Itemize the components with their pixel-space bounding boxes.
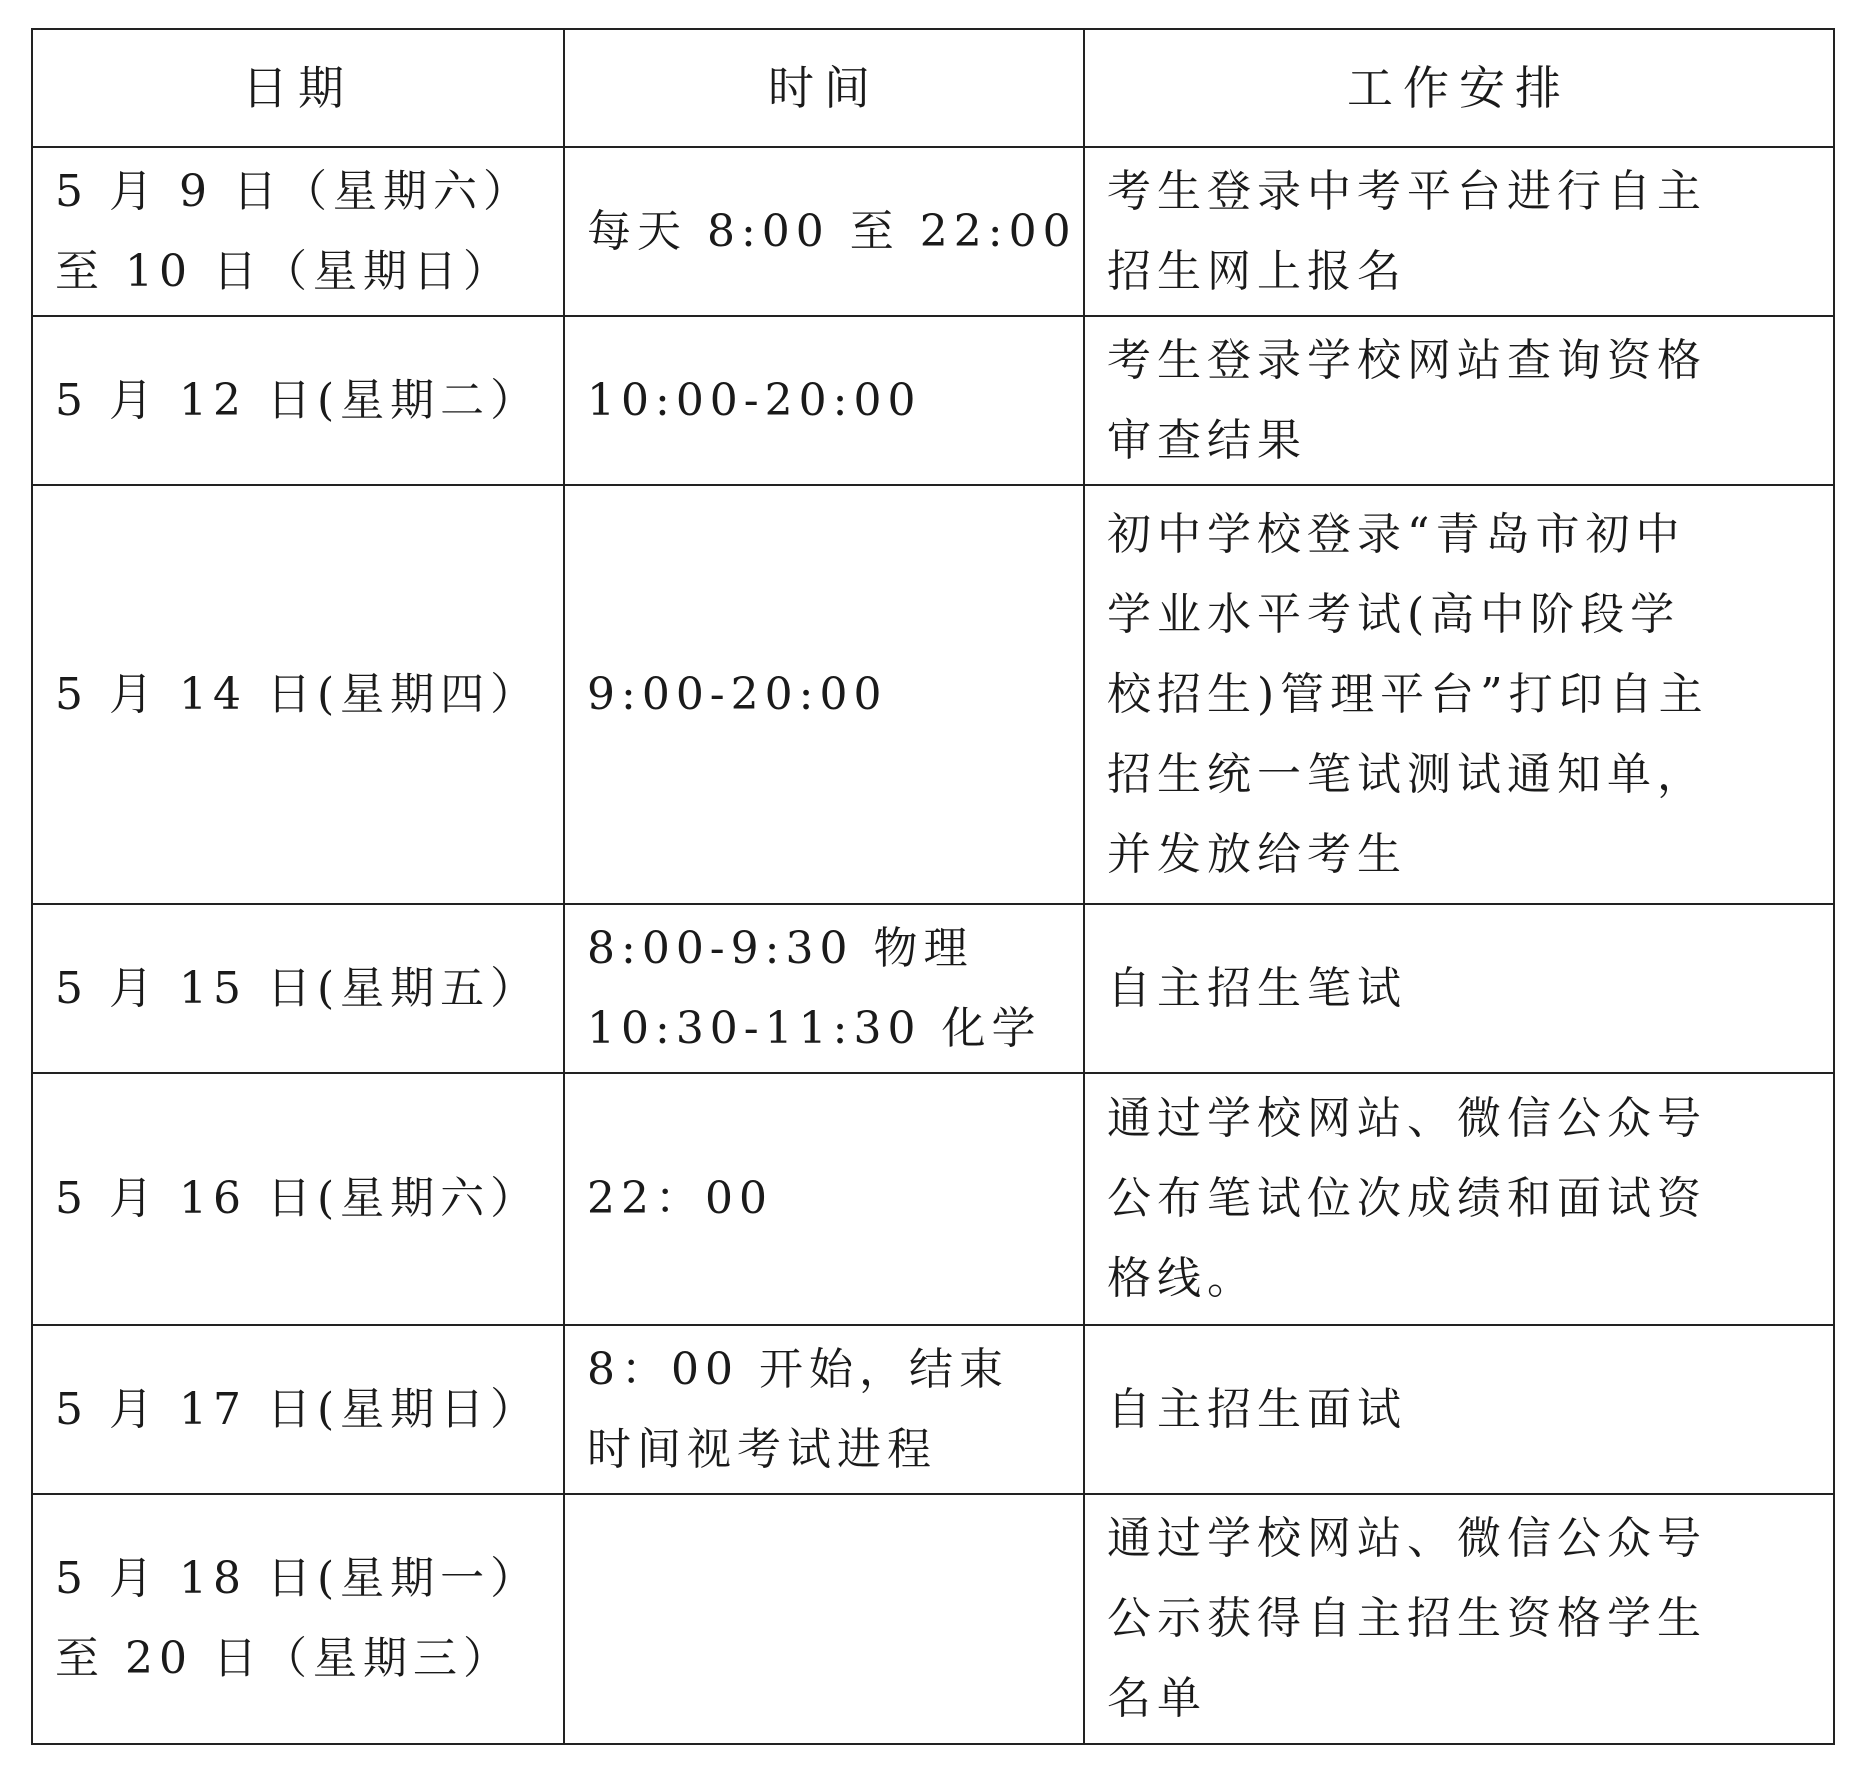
date-cell: [32, 485, 564, 904]
table-header-row: [32, 29, 1834, 147]
header-date: 日期: [32, 29, 564, 147]
time-cell: [564, 904, 1084, 1073]
date-line: 至 20 日（星期三）: [55, 1633, 513, 1684]
work-line: 考生登录中考平台进行自主: [1107, 165, 1707, 217]
time-line: 时间视考试进程: [587, 1423, 937, 1475]
time-cell: [564, 1073, 1084, 1325]
time-cell: [564, 316, 1084, 485]
time-line: 8:00-9:30 物理: [587, 922, 974, 974]
time-cell: [564, 147, 1084, 316]
work-line: 招生网上报名: [1107, 245, 1407, 297]
work-cell: [1084, 1325, 1834, 1494]
work-cell: [1084, 1073, 1834, 1325]
time-line: 每天 8:00 至 22:00: [587, 205, 1077, 257]
work-line: 名单: [1107, 1673, 1207, 1724]
date-line: 至 10 日（星期日）: [55, 245, 513, 297]
time-line: 22：00: [587, 1173, 773, 1224]
date-line: 5 月 18 日(星期一）: [55, 1553, 541, 1604]
date-cell: [32, 147, 564, 316]
work-line: 公示获得自主招生资格学生: [1107, 1593, 1707, 1644]
time-line: 9:00-20:00: [587, 668, 888, 720]
work-line: 格线。: [1107, 1253, 1257, 1304]
work-line: 考生登录学校网站查询资格: [1107, 334, 1707, 386]
time-line: 10:30-11:30 化学: [587, 1002, 1042, 1054]
time-cell: [564, 1325, 1084, 1494]
date-cell: [32, 1494, 564, 1744]
work-cell: [1084, 1494, 1834, 1744]
date-cell: [32, 1325, 564, 1494]
time-cell: [564, 485, 1084, 904]
work-line: 校招生)管理平台”打印自主: [1107, 668, 1709, 720]
work-line: 审查结果: [1107, 414, 1307, 466]
work-line: 通过学校网站、微信公众号: [1107, 1513, 1707, 1564]
work-cell: [1084, 316, 1834, 485]
work-line: 自主招生笔试: [1107, 962, 1407, 1014]
date-line: 5 月 14 日(星期四）: [55, 668, 541, 720]
date-cell: [32, 904, 564, 1073]
time-cell: [564, 1494, 1084, 1744]
table-row: [32, 485, 1834, 904]
date-line: 5 月 16 日(星期六）: [55, 1173, 541, 1224]
table-row: [32, 1325, 1834, 1494]
work-cell: [1084, 485, 1834, 904]
table-row: [32, 1073, 1834, 1325]
work-cell: [1084, 904, 1834, 1073]
work-line: 初中学校登录“青岛市初中: [1107, 508, 1686, 560]
work-line: 学业水平考试(高中阶段学: [1107, 588, 1681, 640]
time-line: 10:00-20:00: [587, 374, 922, 426]
date-cell: [32, 316, 564, 485]
work-line: 公布笔试位次成绩和面试资: [1107, 1173, 1707, 1224]
time-line: 8：00 开始，结束: [587, 1343, 1009, 1395]
work-line: 招生统一笔试测试通知单，: [1107, 748, 1707, 800]
table-row: [32, 1494, 1834, 1744]
work-cell: [1084, 147, 1834, 316]
table-row: [32, 904, 1834, 1073]
table-row: [32, 147, 1834, 316]
header-work: 工作安排: [1084, 29, 1834, 147]
date-line: 5 月 15 日(星期五）: [55, 962, 541, 1014]
date-line: 5 月 9 日（星期六）: [55, 165, 533, 217]
table-row: [32, 316, 1834, 485]
work-line: 并发放给考生: [1107, 828, 1407, 880]
header-time: 时间: [564, 29, 1084, 147]
work-line: 通过学校网站、微信公众号: [1107, 1093, 1707, 1144]
work-line: 自主招生面试: [1107, 1383, 1407, 1435]
date-cell: [32, 1073, 564, 1325]
schedule-table: [31, 28, 1835, 1745]
date-line: 5 月 17 日(星期日）: [55, 1383, 541, 1435]
date-line: 5 月 12 日(星期二）: [55, 374, 541, 426]
